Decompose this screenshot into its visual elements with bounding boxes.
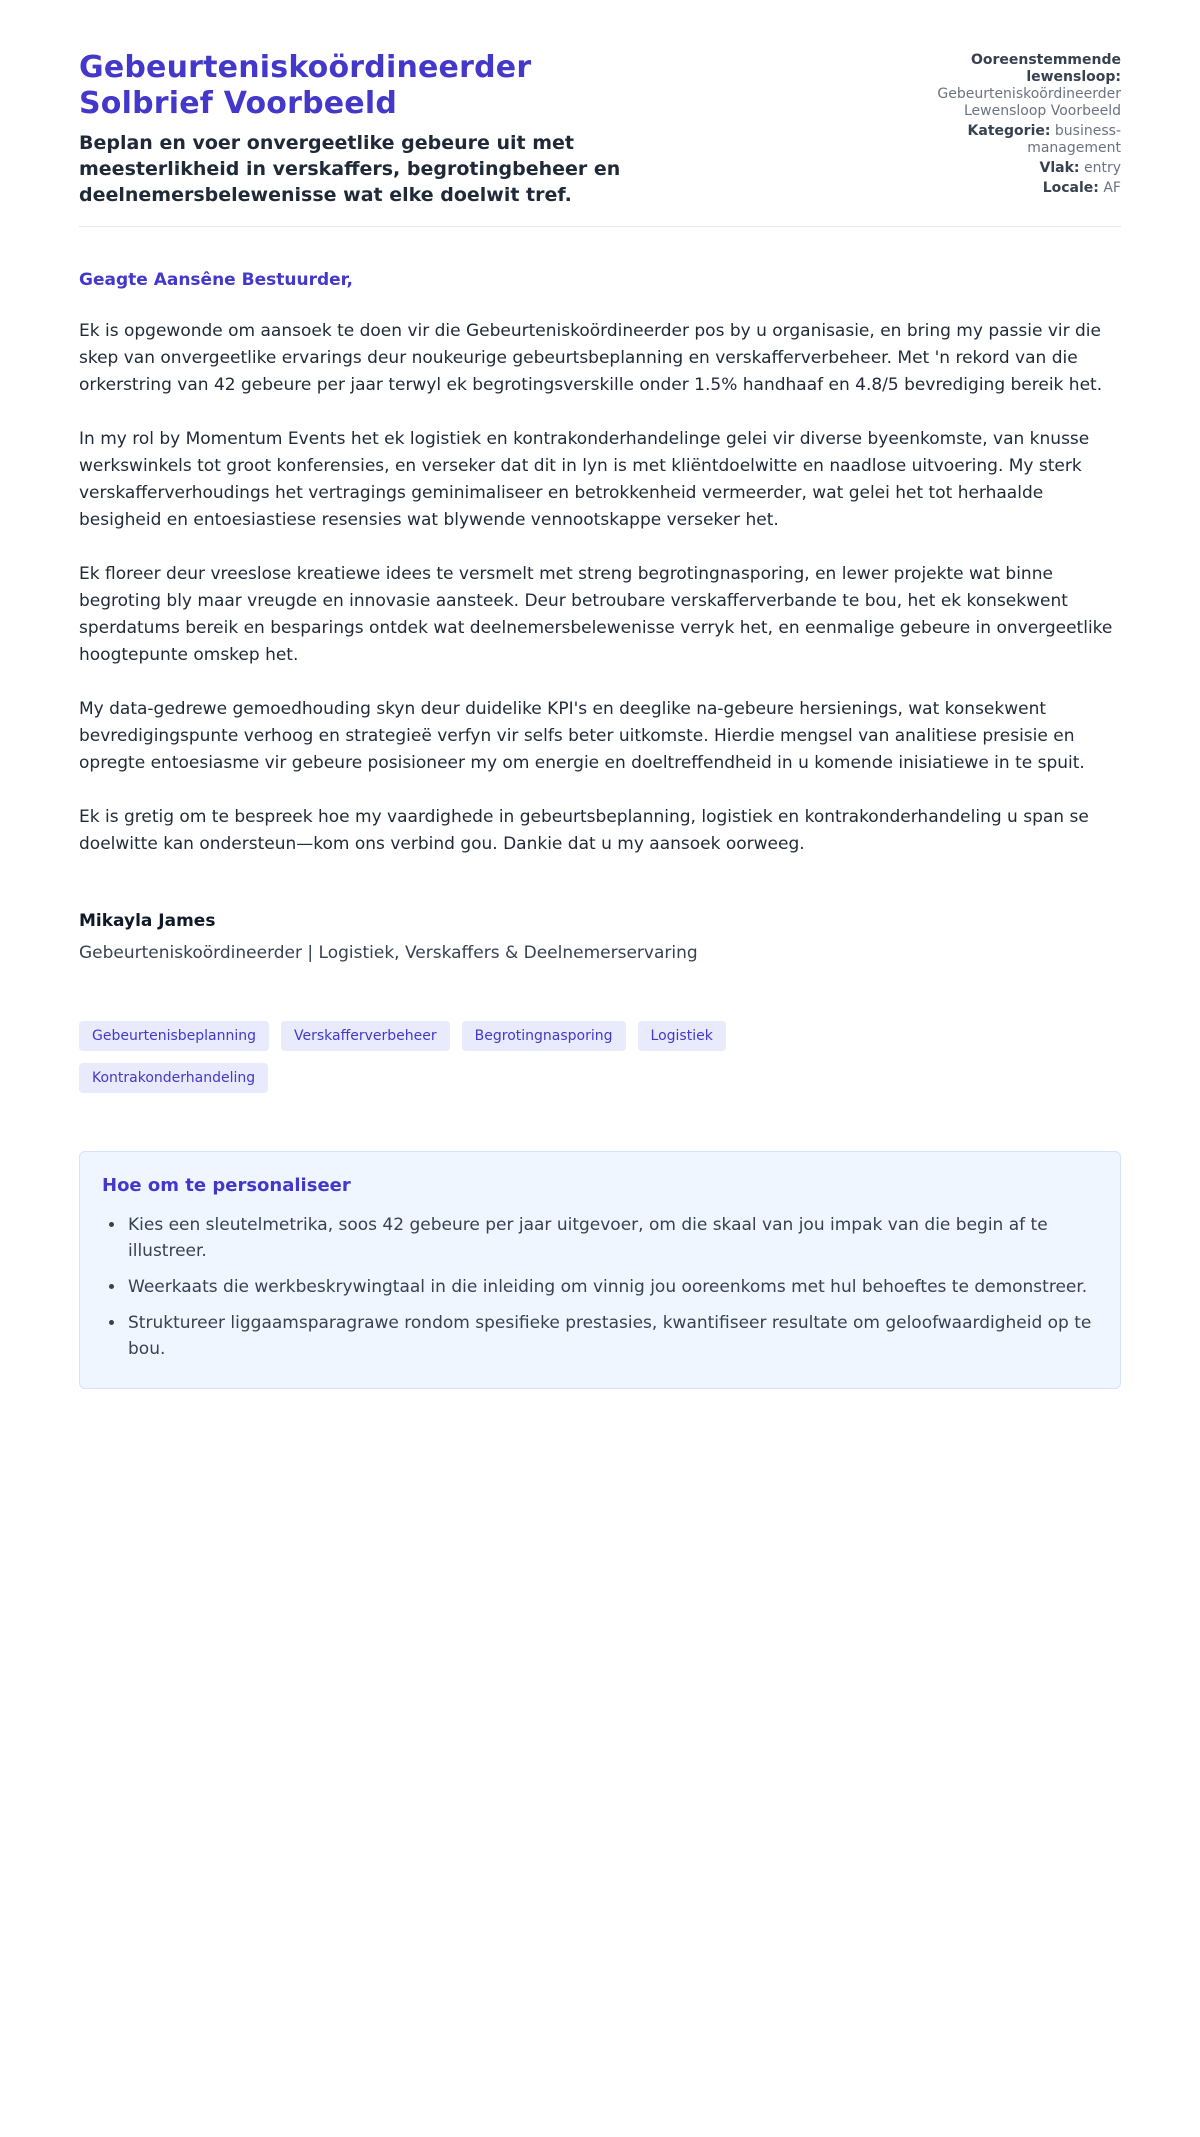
tip-item: • Struktureer liggaamsparagrawe rondom spesifieke prestasies, kwantifiseer resultate om geloofwaardigheid op te bou.	[126, 1310, 1096, 1362]
meta-locale	[906, 180, 1121, 197]
page-title-line2: Solbrief Voorbeeld	[79, 86, 398, 121]
letter-paragraph: Ek floreer deur vreeslose kreatiewe idees te versmelt met streng begrotingnasporing, en lewer projekte wat binne begroting bly maar vreugde en innovasie aansteek. Deur betroubare verskafferverbande te bou, het ek konsekwent sperdatums bereik en besparings ontdek wat deelnemersbelewenisse verryk het, en eenmalige gebeure in onvergeetlike hoogtepunte omskep het.	[79, 564, 1113, 665]
letter-body	[79, 267, 1121, 966]
meta-category-value: business-management	[1027, 123, 1121, 156]
meta-category	[906, 123, 1121, 157]
meta-matching-resume	[906, 52, 1121, 120]
tag-budget-tracking[interactable]: Begrotingnasporing	[462, 1021, 626, 1051]
tip-item: • Weerkaats die werkbeskrywingtaal in die inleiding om vinnig jou ooreenkoms met hul behoeftes te demonstreer.	[126, 1274, 1096, 1300]
tag-logistics[interactable]: Logistiek	[638, 1021, 726, 1051]
meta-panel	[906, 50, 1121, 200]
signature-role: Gebeurteniskoördineerder | Logistiek, Verskaffers & Deelnemerservaring	[79, 943, 698, 963]
page-title-line1: Gebeurteniskoördineerder	[79, 50, 532, 85]
tag-event-planning[interactable]: Gebeurtenisbeplanning	[79, 1021, 269, 1051]
personalize-tips-panel	[79, 1151, 1121, 1389]
signature-name: Mikayla James	[79, 911, 216, 931]
tag-contract-negotiation[interactable]: Kontrakonderhandeling	[79, 1063, 268, 1093]
meta-level	[906, 160, 1121, 177]
meta-resume-label: Ooreenstemmende lewensloop:	[970, 52, 1121, 85]
header	[79, 50, 1121, 208]
letter-paragraph: Ek is opgewonde om aansoek te doen vir die Gebeurteniskoördineerder pos by u organisasie, en bring my passie vir die skep van onvergeetlike ervarings deur noukeurige gebeurtsbeplanning en verskafferverbeheer. Met 'n rekord van die orkerstring van 42 gebeure per jaar terwyl ek begrotingsverskille onder 1.5% handhaaf en 4.8/5 bevrediging bereik het.	[79, 321, 1103, 395]
meta-locale-label: Locale:	[1042, 180, 1099, 196]
letter-greeting: Geagte Aansêne Bestuurder,	[79, 270, 353, 290]
signature-block	[79, 908, 1121, 966]
header-left	[79, 50, 679, 208]
meta-level-label: Vlak:	[1039, 160, 1080, 176]
meta-level-value: entry	[1083, 160, 1121, 176]
letter-paragraph: Ek is gretig om te bespreek hoe my vaardighede in gebeurtsbeplanning, logistiek en kontrakonderhandeling u span se doelwitte kan ondersteun—kom ons verbind gou. Dankie dat u my aansoek oorweeg.	[79, 807, 1089, 854]
tag-vendor-management[interactable]: Verskafferverbeheer	[281, 1021, 450, 1051]
meta-resume-value: Gebeurteniskoördineerder Lewensloop Voorbeeld	[937, 86, 1121, 119]
page-subtitle: Beplan en voer onvergeetlike gebeure uit met meesterlikheid in verskaffers, begrotingbeheer en deelnemersbelewenisse wat elke doelwit tref.	[79, 132, 621, 206]
meta-category-label: Kategorie:	[967, 123, 1051, 139]
tips-list	[102, 1212, 1096, 1362]
page-title	[79, 50, 679, 122]
header-divider	[79, 226, 1121, 227]
tips-title: Hoe om te personaliseer	[102, 1175, 351, 1196]
skill-tags	[79, 1021, 779, 1093]
tip-item: • Kies een sleutelmetrika, soos 42 gebeure per jaar uitgevoer, om die skaal van jou impak van die begin af te illustreer.	[126, 1212, 1096, 1264]
meta-locale-value: AF	[1103, 180, 1121, 196]
letter-paragraph: In my rol by Momentum Events het ek logistiek en kontrakonderhandelinge gelei vir diverse byeenkomste, van knusse werkswinkels tot groot konferensies, en verseker dat dit in lyn is met kliëntdoelwitte en naadlose uitvoering. My sterk verskafferverhoudings het vertragings geminimaliseer en betrokkenheid vermeerder, wat gelei het tot herhaalde besigheid en entoesiastiese resensies wat blywende vennootskappe verseker het.	[79, 429, 1090, 530]
letter-paragraph: My data-gedrewe gemoedhouding skyn deur duidelike KPI's en deeglike na-gebeure hersienings, wat konsekwent bevredigingspunte verhoog en strategieë verfyn vir selfs beter uitkomste. Hierdie mengsel van analitiese presisie en opregte entoesiasme vir gebeure posisioneer my om energie en doeltreffendheid in u komende inisiatiewe in te spuit.	[79, 699, 1085, 773]
